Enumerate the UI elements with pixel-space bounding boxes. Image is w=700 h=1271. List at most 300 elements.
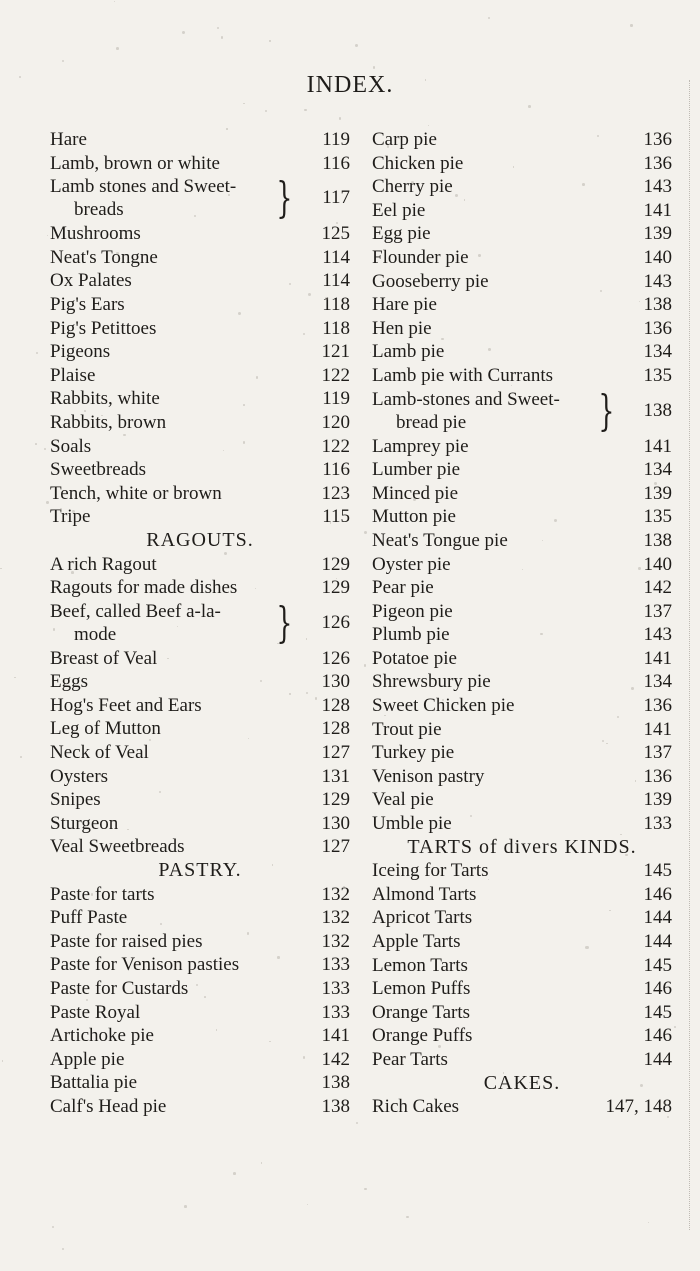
index-entry — [50, 906, 350, 930]
index-entry — [50, 883, 350, 907]
paper-speckle — [35, 443, 37, 445]
paper-speckle — [336, 578, 337, 579]
entry-page-number: 136 — [643, 129, 672, 150]
entry-page-number: 139 — [643, 223, 672, 245]
paper-speckle — [654, 482, 657, 485]
paper-speckle — [47, 235, 48, 236]
entry-name: Lumber pie — [372, 459, 461, 481]
entry-name: Plumb pie — [372, 624, 450, 646]
paper-speckle — [53, 628, 55, 630]
section-heading — [50, 859, 350, 883]
paper-speckle — [364, 531, 367, 534]
entry-page-number: 137 — [643, 600, 672, 622]
paper-speckle — [221, 36, 224, 39]
paper-speckle — [20, 756, 22, 758]
paper-speckle — [513, 166, 515, 168]
index-entry — [372, 340, 672, 364]
paper-speckle — [256, 376, 258, 378]
paper-speckle — [406, 1216, 409, 1219]
entry-name: Paste for tarts — [50, 883, 155, 905]
entry-page-number: 136 — [643, 765, 672, 787]
paper-speckle — [373, 66, 375, 68]
section-heading — [50, 529, 350, 553]
entry-name: Paste for Venison pasties — [50, 954, 240, 976]
index-entry — [50, 1001, 350, 1025]
index-entry — [372, 600, 672, 624]
paper-speckle — [14, 677, 15, 678]
entry-page-number: 143 — [643, 176, 672, 198]
index-entry — [50, 364, 350, 388]
entry-name: Pear Tarts — [372, 1048, 448, 1070]
entry-page-number: 145 — [643, 954, 672, 976]
paper-speckle — [204, 996, 206, 998]
index-entry — [372, 293, 672, 317]
index-entry — [372, 458, 672, 482]
entry-name: Apricot Tarts — [372, 907, 473, 929]
paper-speckle — [0, 568, 2, 570]
entry-page-number: 147, 148 — [605, 1096, 672, 1118]
entry-name: Breast of Veal — [50, 647, 158, 669]
index-column-right — [372, 128, 672, 1119]
entry-name: Cherry pie — [372, 176, 453, 198]
entry-name: Veal pie — [372, 789, 434, 811]
paper-speckle — [2, 1060, 3, 1061]
paper-speckle — [265, 110, 267, 112]
index-entry — [372, 718, 672, 742]
index-entry — [372, 270, 672, 294]
paper-speckle — [387, 145, 389, 147]
paper-speckle — [630, 24, 632, 26]
paper-speckle — [36, 352, 38, 354]
entry-page-number: 146 — [643, 883, 672, 905]
index-entry — [50, 553, 350, 577]
paper-speckle — [330, 522, 331, 523]
paper-speckle — [211, 545, 212, 546]
entry-page-number: 125 — [321, 223, 350, 245]
entry-name: Lemon Tarts — [372, 954, 468, 976]
index-entry — [372, 1001, 672, 1025]
index-entry — [50, 765, 350, 789]
entry-name: Battalia pie — [50, 1072, 138, 1094]
entry-name-continued: bread pie — [396, 411, 467, 433]
entry-page-number: 129 — [321, 553, 350, 575]
entry-page-number: 129 — [321, 577, 350, 599]
paper-speckle — [617, 716, 619, 718]
paper-speckle — [464, 199, 466, 201]
index-entry — [50, 977, 350, 1001]
index-entry — [50, 435, 350, 459]
entry-name: Sweet Chicken pie — [372, 695, 515, 717]
entry-page-number: 122 — [321, 435, 350, 457]
entry-name: Beef, called Beef a-la- mode — [50, 600, 221, 645]
paper-speckle — [272, 864, 273, 865]
index-entry — [372, 199, 672, 223]
index-entry — [372, 812, 672, 836]
entry-name: Egg pie — [372, 223, 431, 245]
entry-page-number: 135 — [643, 364, 672, 386]
index-entry — [372, 482, 672, 506]
entry-page-number: 122 — [321, 364, 350, 386]
entry-name: Lamb-stones and Sweet- bread pie — [372, 388, 560, 433]
index-entry — [372, 175, 672, 199]
paper-speckle — [441, 338, 444, 341]
paper-speckle — [217, 27, 219, 29]
entry-page-number: 117 — [322, 187, 350, 209]
index-entry — [50, 647, 350, 671]
entry-page-number: 130 — [321, 812, 350, 834]
index-entry — [372, 788, 672, 812]
entry-page-number: 142 — [643, 577, 672, 599]
paper-speckle — [269, 40, 270, 41]
entry-page-number: 135 — [643, 506, 672, 528]
entry-page-number: 143 — [643, 270, 672, 292]
entry-name: Lamprey pie — [372, 435, 469, 457]
entry-page-number: 127 — [321, 836, 350, 858]
entry-name-continued: mode — [74, 623, 117, 645]
entry-name: Plaise — [50, 364, 96, 386]
index-entry — [372, 505, 672, 529]
entry-name: Calf's Head pie — [50, 1095, 167, 1117]
entry-name: Lamb pie with Currants — [372, 364, 553, 386]
entry-name-continued: breads — [74, 199, 124, 221]
index-entry — [50, 246, 350, 270]
entry-name: Veal Sweetbreads — [50, 836, 185, 858]
paper-speckle — [582, 183, 585, 186]
entry-page-number: 132 — [321, 883, 350, 905]
entry-name: Potatoe pie — [372, 647, 457, 669]
entry-page-number: 138 — [643, 529, 672, 551]
paper-speckle — [277, 956, 279, 958]
entry-page-number: 143 — [643, 624, 672, 646]
entry-page-number: 144 — [643, 931, 672, 952]
paper-speckle — [303, 1056, 305, 1058]
paper-speckle — [160, 923, 162, 925]
brace-glyph: } — [598, 385, 615, 435]
index-entry — [50, 835, 350, 859]
index-entry — [372, 883, 672, 907]
entry-name: Pigeons — [50, 341, 111, 363]
paper-speckle — [303, 333, 305, 335]
entry-name: Tripe — [50, 506, 91, 528]
entry-page-number: 119 — [322, 388, 350, 410]
index-entry — [50, 788, 350, 812]
entry-name: Snipes — [50, 789, 101, 811]
index-entry — [50, 1024, 350, 1048]
entry-name: Paste for raised pies — [50, 930, 203, 952]
paper-speckle — [182, 31, 185, 34]
entry-page-number: 138 — [321, 1095, 350, 1117]
paper-speckle — [606, 743, 607, 744]
section-heading-text: PASTRY. — [158, 859, 242, 882]
paper-speckle — [277, 643, 279, 645]
index-entry — [372, 246, 672, 270]
paper-speckle — [470, 815, 472, 817]
entry-name: Artichoke pie — [50, 1025, 154, 1047]
index-entry — [372, 977, 672, 1001]
paper-speckle — [339, 117, 341, 119]
index-entry — [50, 222, 350, 246]
entry-name: Ox Palates — [50, 270, 132, 292]
entry-name: Neat's Tongne — [50, 246, 158, 268]
entry-page-number: 134 — [643, 341, 672, 363]
index-entry — [372, 647, 672, 671]
entry-name: Puff Paste — [50, 907, 128, 929]
paper-speckle — [184, 1205, 187, 1208]
entry-name: Oyster pie — [372, 553, 451, 575]
entry-page-number: 141 — [643, 647, 672, 669]
index-entry — [372, 765, 672, 789]
index-entry — [50, 694, 350, 718]
entry-page-number: 114 — [322, 270, 350, 292]
index-entry — [372, 859, 672, 883]
index-entry — [372, 954, 672, 978]
entry-name: Neck of Veal — [50, 742, 149, 764]
index-entry — [50, 317, 350, 341]
index-entry — [372, 553, 672, 577]
entry-name: Lamb stones and Sweet- breads — [50, 176, 237, 221]
entry-page-number: 138 — [321, 1072, 350, 1094]
paper-speckle — [149, 739, 151, 741]
paper-speckle — [529, 1082, 531, 1084]
entry-page-number: 114 — [322, 246, 350, 268]
entry-name: Gooseberry pie — [372, 270, 489, 292]
index-entry — [50, 1095, 350, 1119]
paper-speckle — [640, 1084, 643, 1087]
paper-speckle — [356, 1122, 358, 1124]
entry-name: A rich Ragout — [50, 553, 157, 575]
entry-name: Apple pie — [50, 1048, 125, 1070]
entry-name: Orange Puffs — [372, 1025, 473, 1047]
paper-speckle — [52, 1226, 54, 1228]
entry-name: Lamb, brown or white — [50, 152, 220, 174]
entry-name: Almond Tarts — [372, 883, 477, 905]
entry-page-number: 133 — [643, 813, 672, 835]
paper-speckle — [46, 501, 49, 504]
paper-speckle — [355, 44, 358, 47]
entry-page-number: 140 — [643, 553, 672, 575]
entry-page-number: 126 — [321, 611, 350, 633]
entry-page-number: 133 — [321, 978, 350, 999]
entry-name: Turkey pie — [372, 742, 455, 764]
entry-name: Hare — [50, 129, 87, 150]
paper-speckle — [503, 1072, 504, 1073]
paper-speckle — [304, 109, 307, 112]
entry-page-number: 127 — [321, 742, 350, 764]
paper-speckle — [243, 441, 246, 444]
index-entry — [50, 340, 350, 364]
paper-speckle — [488, 348, 491, 351]
index-entry — [50, 953, 350, 977]
entry-page-number: 141 — [321, 1025, 350, 1047]
index-entry — [50, 152, 350, 176]
index-entry — [372, 1095, 672, 1119]
entry-page-number: 116 — [322, 152, 350, 174]
index-entry — [372, 152, 672, 176]
index-entry — [372, 1024, 672, 1048]
entry-page-number: 120 — [321, 411, 350, 433]
entry-name: Paste Royal — [50, 1001, 141, 1023]
entry-page-number: 134 — [643, 459, 672, 481]
entry-page-number: 116 — [322, 459, 350, 481]
index-entry — [372, 364, 672, 388]
entry-page-number: 136 — [643, 317, 672, 339]
entry-name: Eggs — [50, 671, 88, 693]
paper-speckle — [113, 611, 114, 612]
index-entry — [50, 293, 350, 317]
index-entry — [372, 670, 672, 694]
entry-page-number: 129 — [321, 789, 350, 811]
entry-name: Sturgeon — [50, 812, 119, 834]
paper-speckle — [364, 664, 367, 667]
entry-page-number: 119 — [322, 129, 350, 150]
paper-speckle — [478, 254, 481, 257]
paper-speckle — [62, 60, 64, 62]
entry-name: Pear pie — [372, 577, 434, 599]
entry-page-number: 146 — [643, 978, 672, 1000]
entry-name: Venison pastry — [372, 765, 485, 787]
paper-speckle — [71, 571, 74, 574]
entry-page-number: 134 — [643, 671, 672, 693]
entry-name: Chicken pie — [372, 152, 464, 174]
paper-speckle — [269, 1041, 270, 1042]
entry-name: Oysters — [50, 765, 109, 787]
entry-name: Rich Cakes — [372, 1096, 460, 1118]
index-entry — [50, 930, 350, 954]
paper-speckle — [307, 1204, 308, 1205]
entry-name: Eel pie — [372, 199, 426, 221]
entry-name: Pig's Ears — [50, 293, 125, 315]
entry-page-number: 136 — [643, 695, 672, 717]
index-entry — [372, 1048, 672, 1072]
brace-glyph: } — [276, 597, 293, 647]
entry-name: Tench, white or brown — [50, 482, 222, 504]
entry-page-number: 133 — [321, 954, 350, 976]
entry-name: Mutton pie — [372, 506, 456, 528]
entry-name: Mushrooms — [50, 223, 141, 245]
paper-speckle — [364, 1188, 366, 1190]
paper-speckle — [53, 1110, 55, 1112]
index-entry — [372, 529, 672, 553]
paper-speckle — [674, 1026, 676, 1028]
paper-speckle — [94, 282, 96, 284]
index-entry — [372, 128, 672, 152]
entry-page-number: 138 — [643, 294, 672, 316]
entry-name: Sweetbreads — [50, 459, 147, 481]
paper-speckle — [19, 76, 21, 78]
entry-name: Ragouts for made dishes — [50, 577, 238, 599]
paper-speckle — [261, 1162, 262, 1163]
section-heading-text: CAKES. — [483, 1071, 561, 1094]
index-entry — [372, 317, 672, 341]
paper-speckle — [289, 693, 290, 694]
entry-page-number: 137 — [643, 742, 672, 764]
paper-speckle — [528, 105, 531, 108]
entry-name: Minced pie — [372, 482, 459, 504]
page-title: INDEX. — [306, 72, 394, 98]
section-heading-text: RAGOUTS. — [146, 528, 254, 551]
index-column-left — [50, 128, 350, 1119]
index-entry — [372, 741, 672, 765]
paper-speckle — [631, 687, 634, 690]
entry-name: Carp pie — [372, 129, 437, 150]
paper-speckle — [243, 103, 244, 104]
entry-page-number: 131 — [321, 765, 350, 787]
index-entry — [50, 1048, 350, 1072]
entry-name: Rabbits, brown — [50, 411, 167, 433]
index-entry — [50, 717, 350, 741]
entry-page-number: 145 — [643, 1001, 672, 1023]
index-entry — [50, 411, 350, 435]
paper-speckle — [226, 128, 227, 129]
paper-speckle — [91, 893, 93, 895]
paper-speckle — [62, 1248, 64, 1250]
paper-speckle — [116, 252, 118, 254]
paper-speckle — [648, 1222, 649, 1223]
entry-name: Hog's Feet and Ears — [50, 694, 202, 716]
entry-page-number: 138 — [643, 399, 672, 421]
paper-speckle — [411, 181, 414, 184]
paper-speckle — [488, 17, 490, 19]
entry-name: Pig's Petittoes — [50, 317, 157, 339]
index-entry — [50, 741, 350, 765]
index-entry — [50, 387, 350, 411]
entry-name: Apple Tarts — [372, 931, 461, 952]
paper-speckle — [60, 508, 62, 510]
entry-page-number: 146 — [643, 1025, 672, 1047]
paper-speckle — [228, 194, 230, 196]
entry-page-number: 128 — [321, 694, 350, 716]
entry-name: Lamb pie — [372, 341, 445, 363]
entry-name: Trout pie — [372, 718, 442, 740]
paper-speckle — [114, 1, 115, 2]
paper-speckle — [84, 410, 86, 412]
entry-page-number: 136 — [643, 152, 672, 174]
page-edge — [689, 80, 700, 1230]
entry-page-number: 123 — [321, 482, 350, 504]
index-entry — [50, 812, 350, 836]
entry-page-number: 126 — [321, 647, 350, 669]
entry-page-number: 145 — [643, 860, 672, 882]
index-entry — [372, 694, 672, 718]
entry-page-number: 130 — [321, 671, 350, 693]
paper-speckle — [233, 1172, 236, 1175]
entry-page-number: 144 — [643, 1048, 672, 1070]
index-entry — [372, 576, 672, 600]
entry-name: Umble pie — [372, 813, 452, 835]
entry-name: Lemon Puffs — [372, 978, 471, 1000]
paper-speckle — [308, 293, 311, 296]
index-entry — [372, 385, 672, 435]
entry-page-number: 133 — [321, 1001, 350, 1023]
entry-name: Soals — [50, 435, 92, 457]
entry-page-number: 121 — [321, 341, 350, 363]
entry-name: Shrewsbury pie — [372, 671, 491, 693]
paper-speckle — [243, 404, 245, 406]
index-entry — [50, 576, 350, 600]
index-entry — [50, 458, 350, 482]
entry-page-number: 141 — [643, 199, 672, 221]
section-heading — [372, 1072, 672, 1096]
paper-speckle — [522, 569, 523, 570]
index-entry — [50, 505, 350, 529]
entry-name: Pigeon pie — [372, 600, 453, 622]
paper-speckle — [428, 125, 429, 126]
entry-page-number: 139 — [643, 482, 672, 504]
index-entry — [50, 482, 350, 506]
entry-name: Hare pie — [372, 294, 437, 316]
entry-name: Hen pie — [372, 317, 432, 339]
entry-page-number: 115 — [322, 506, 350, 528]
